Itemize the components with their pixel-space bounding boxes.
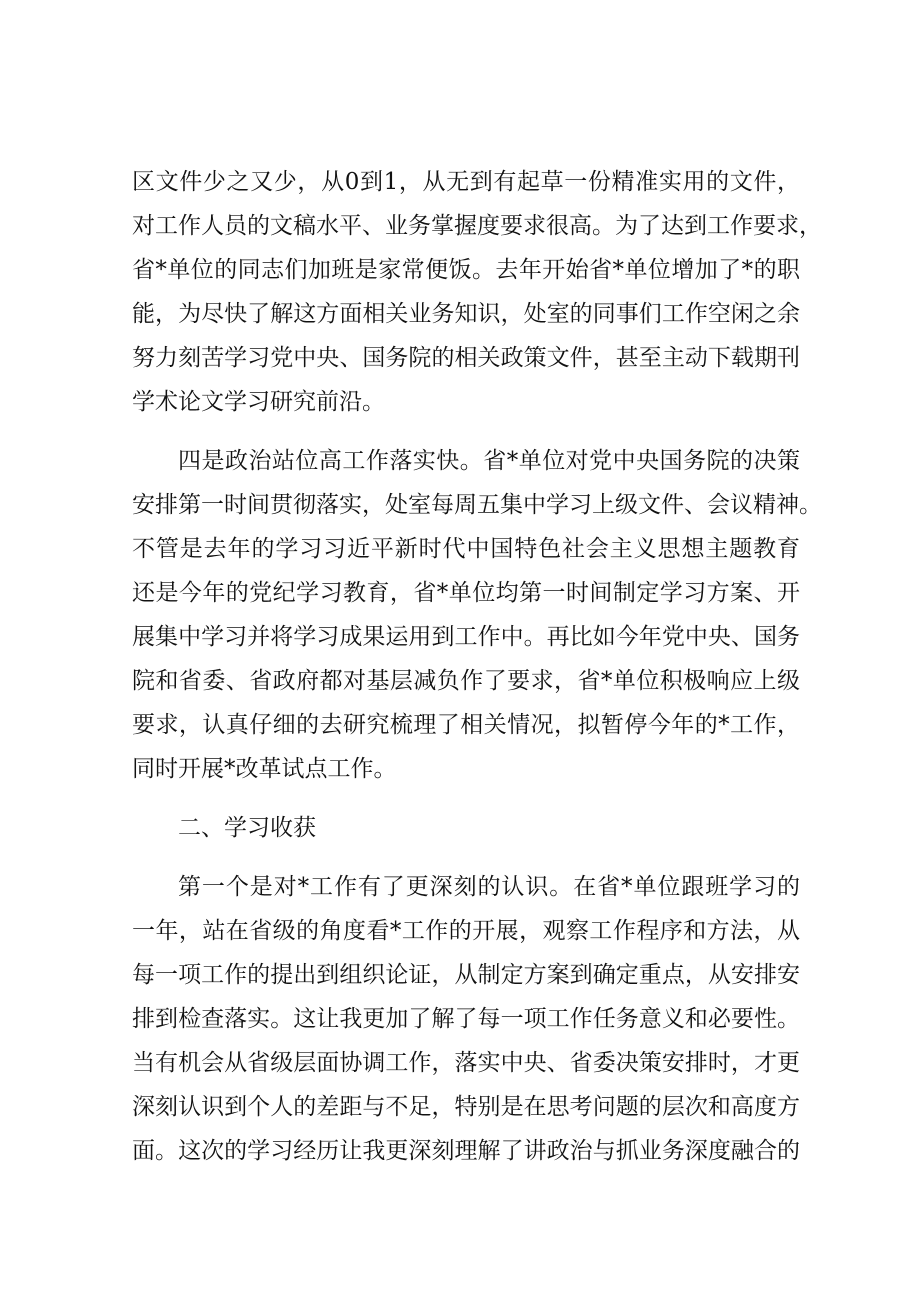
text-line: 省*单位的同志们加班是家常便饭。去年开始省*单位增加了*的职	[132, 257, 800, 283]
text-line: 第一个是对*工作有了更深刻的认识。在省*单位跟班学习的	[178, 874, 800, 900]
text-line: 面。这次的学习经历让我更深刻理解了讲政治与抓业务深度融合的	[132, 1138, 800, 1164]
text-line: 努力刻苦学习党中央、国务院的相关政策文件，甚至主动下载期刊	[132, 345, 800, 371]
text-line: 四是政治站位高工作落实快。省*单位对党中央国务院的决策	[178, 448, 800, 474]
paragraph-3	[132, 865, 800, 1173]
text-line: 学术论文学习研究前沿。	[132, 389, 385, 415]
text-line: 安排第一时间贯彻落实，处室每周五集中学习上级文件、会议精神。	[132, 492, 822, 518]
text-line: 同时开展*改革试点工作。	[132, 756, 397, 782]
paragraph-spacing	[132, 850, 800, 865]
text-line: 一年，站在省级的角度看*工作的开展，观察工作程序和方法，从	[132, 918, 800, 944]
paragraph-spacing	[132, 424, 800, 439]
paragraph-2	[132, 439, 822, 791]
section-heading: 二、学习收获	[178, 815, 316, 841]
text-line: 深刻认识到个人的差距与不足，特别是在思考问题的层次和高度方	[132, 1094, 800, 1120]
text-line: 还是今年的党纪学习教育，省*单位均第一时间制定学习方案、开	[132, 580, 800, 606]
paragraph-1	[132, 160, 822, 424]
text-line: 能，为尽快了解这方面相关业务知识，处室的同事们工作空闲之余	[132, 301, 800, 327]
text-line: 区文件少之又少，从0到1，从无到有起草一份精准实用的文件，	[132, 169, 800, 195]
text-line: 每一项工作的提出到组织论证，从制定方案到确定重点，从安排安	[132, 962, 800, 988]
text-line: 不管是去年的学习习近平新时代中国特色社会主义思想主题教育	[132, 536, 800, 562]
text-line: 排到检查落实。这让我更加了解了每一项工作任务意义和必要性。	[132, 1006, 800, 1032]
document-body	[132, 160, 822, 1173]
text-line: 当有机会从省级层面协调工作，落实中央、省委决策安排时，才更	[132, 1050, 800, 1076]
text-line: 对工作人员的文稿水平、业务掌握度要求很高。为了达到工作要求，	[132, 213, 822, 239]
text-line: 要求，认真仔细的去研究梳理了相关情况，拟暂停今年的*工作，	[132, 712, 800, 738]
text-line: 院和省委、省政府都对基层减负作了要求，省*单位积极响应上级	[132, 668, 800, 694]
paragraph-spacing	[132, 791, 800, 806]
text-line: 展集中学习并将学习成果运用到工作中。再比如今年党中央、国务	[132, 624, 800, 650]
